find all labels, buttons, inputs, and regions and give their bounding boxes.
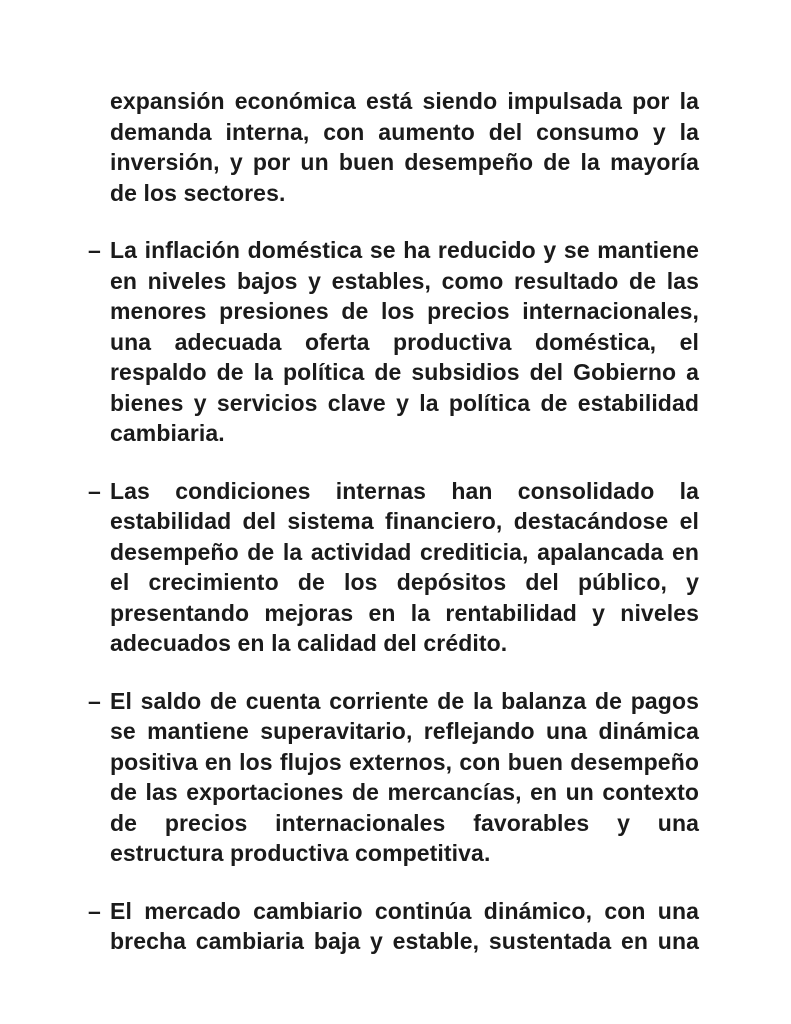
dash-bullet-icon: – xyxy=(88,237,101,263)
bullet-paragraph-cuenta-corriente xyxy=(88,686,699,869)
bullet-paragraph-inflacion xyxy=(88,235,699,449)
paragraph-text: expansión económica está siendo impulsada por la demanda interna, con aumento del consumo y la inversión, y por un buen desempeño de la mayoría de los sectores. xyxy=(110,88,699,206)
paragraph-text: Las condiciones internas han consolidado la estabilidad del sistema financiero, destacándose el desempeño de la actividad crediticia, apalancada en el crecimiento de los depósitos del público, y presentando mejoras en la rentabilidad y niveles adecuados en la calidad del crédito. xyxy=(110,477,699,656)
bullet-paragraph-condiciones-internas xyxy=(88,476,699,659)
page-content xyxy=(88,86,699,957)
dash-bullet-icon: – xyxy=(88,477,101,504)
paragraph-expansion-economica xyxy=(110,86,699,208)
paragraph-text: El mercado cambiario continúa dinámico, con una brecha cambiaria baja y estable, sustentada en una xyxy=(110,897,699,954)
dash-bullet-icon: – xyxy=(88,897,101,924)
dash-bullet-icon: – xyxy=(88,687,101,714)
paragraph-text: La inflación doméstica se ha reducido y se mantiene en niveles bajos y estables, como resultado de las menores presiones de los precios internacionales, una adecuada oferta productiva doméstica, el respaldo de la política de subsidios del Gobierno a bienes y servicios clave y la política de estabilidad cambiaria. xyxy=(110,237,699,446)
paragraph-text: El saldo de cuenta corriente de la balanza de pagos se mantiene superavitario, reflejando una dinámica positiva en los flujos externos, con buen desempeño de las exportaciones de mercancías, en un contexto de precios internacionales favorables y una estructura productiva competitiva. xyxy=(110,687,699,866)
bullet-paragraph-mercado-cambiario xyxy=(88,896,699,957)
